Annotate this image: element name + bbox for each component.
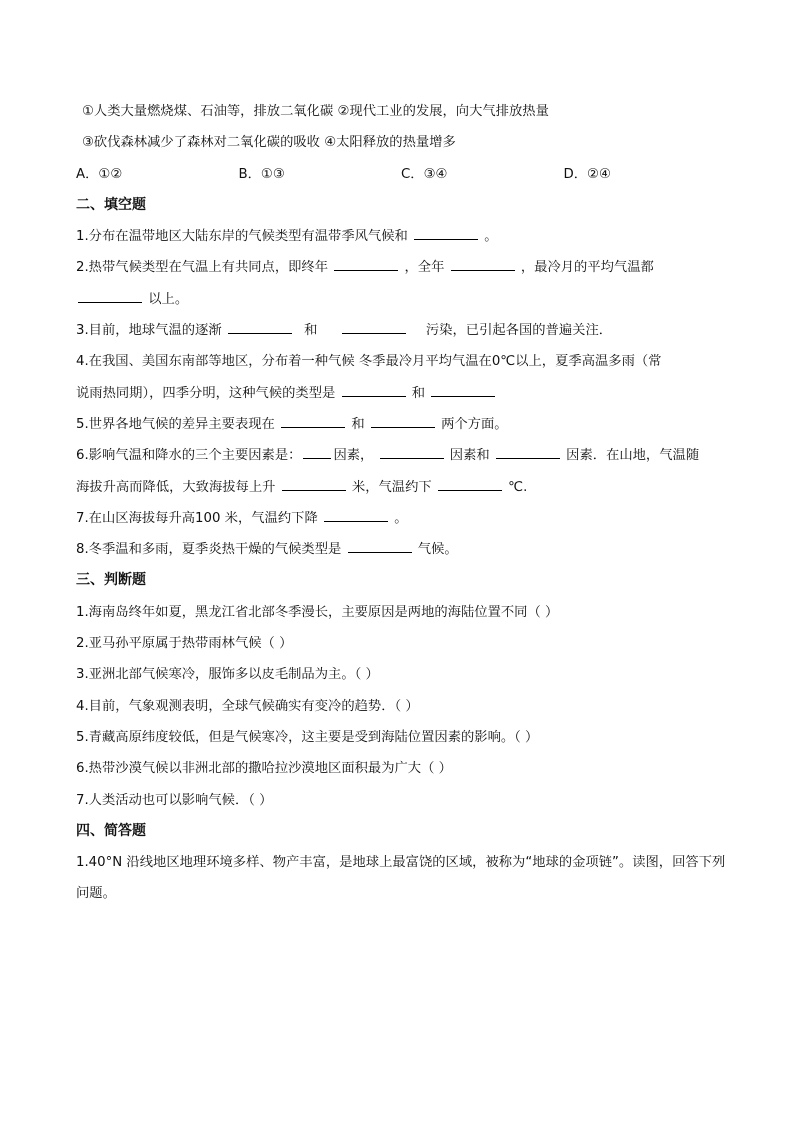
- option-c[interactable]: C．③④: [401, 166, 448, 182]
- section-title-judgement: 三、判断题: [76, 572, 146, 589]
- answer-blank[interactable]: [303, 444, 331, 459]
- judge-question-6: 6.热带沙漠气候以非洲北部的撒哈拉沙漠地区面积最为广大（ ）: [76, 761, 452, 777]
- answer-blank[interactable]: [380, 444, 444, 459]
- answer-options: [76, 159, 726, 190]
- judge-question-2: 2.亚马孙平原属于热带雨林气候（ ）: [76, 636, 293, 652]
- fill-question-2: 2.热带气候类型在气温上有共同点，即终年 ，全年 ，最冷月的平均气温都: [76, 252, 726, 283]
- option-d[interactable]: D．②④: [563, 166, 611, 182]
- option-b[interactable]: B．①③: [238, 166, 285, 182]
- answer-blank[interactable]: [342, 319, 406, 334]
- judge-question-5: 5.青藏高原纬度较低，但是气候寒冷，这主要是受到海陆位置因素的影响。（ ）: [76, 729, 539, 745]
- answer-blank[interactable]: [451, 256, 515, 271]
- answer-blank[interactable]: [78, 288, 142, 303]
- choice-statements-1: ①人类大量燃烧煤、石油等，排放二氧化碳 ②现代工业的发展，向大气排放热量: [82, 104, 549, 119]
- answer-blank[interactable]: [282, 476, 346, 491]
- fill-question-4-cont: 说雨热同期），四季分明，这种气候的类型是 和: [76, 378, 726, 409]
- answer-blank[interactable]: [348, 538, 412, 553]
- section-title-fill-in: 二、填空题: [76, 196, 146, 213]
- fill-question-3: 3.目前，地球气温的逐渐 和 污染，已引起各国的普遍关注．: [76, 315, 726, 346]
- judge-question-4: 4.目前，气象观测表明，全球气候确实有变冷的趋势．（ ）: [76, 698, 419, 714]
- answer-blank[interactable]: [438, 476, 502, 491]
- worksheet-page: [76, 96, 726, 910]
- fill-question-7: 7.在山区海拔每升高100 米，气温约下降 。: [76, 503, 726, 534]
- fill-question-8: 8.冬季温和多雨，夏季炎热干燥的气候类型是 气候。: [76, 534, 726, 565]
- answer-blank[interactable]: [281, 413, 345, 428]
- answer-blank[interactable]: [334, 256, 398, 271]
- fill-question-4: 4.在我国、美国东南部等地区，分布着一种气候 冬季最冷月平均气温在0℃以上，夏季高温多雨（常: [76, 354, 662, 370]
- fill-question-5: 5.世界各地气候的差异主要表现在 和 两个方面。: [76, 409, 726, 440]
- judge-question-1: 1.海南岛终年如夏，黑龙江省北部冬季漫长，主要原因是两地的海陆位置不同（ ）: [76, 604, 559, 620]
- judge-question-7: 7.人类活动也可以影响气候．（ ）: [76, 792, 273, 808]
- answer-blank[interactable]: [371, 413, 435, 428]
- answer-blank[interactable]: [324, 507, 388, 522]
- short-answer-question-1: 1.40°N 沿线地区地理环境多样、物产丰富，是地球上最富饶的区域，被称为“地球的金项链”。读图，回答下列问题。: [76, 855, 726, 902]
- answer-blank[interactable]: [342, 382, 406, 397]
- fill-question-6: 6.影响气温和降水的三个主要因素是： 因素， 因素和 因素．在山地，气温随: [76, 440, 726, 471]
- answer-blank[interactable]: [496, 444, 560, 459]
- option-a[interactable]: A．①②: [76, 166, 123, 182]
- fill-question-6-cont: 海拔升高而降低，大致海拔每上升 米，气温约下 ℃.: [76, 472, 726, 503]
- fill-question-1: 1.分布在温带地区大陆东岸的气候类型有温带季风气候和 。: [76, 221, 726, 252]
- fill-question-2-cont: 以上。: [76, 284, 726, 315]
- answer-blank[interactable]: [228, 319, 292, 334]
- choice-statements-2: ③砍伐森林减少了森林对二氧化碳的吸收 ④太阳释放的热量增多: [82, 135, 456, 151]
- answer-blank[interactable]: [431, 382, 495, 397]
- section-title-short-answer: 四、简答题: [76, 822, 146, 839]
- answer-blank[interactable]: [414, 225, 478, 240]
- judge-question-3: 3.亚洲北部气候寒冷，服饰多以皮毛制品为主。（ ）: [76, 667, 379, 683]
